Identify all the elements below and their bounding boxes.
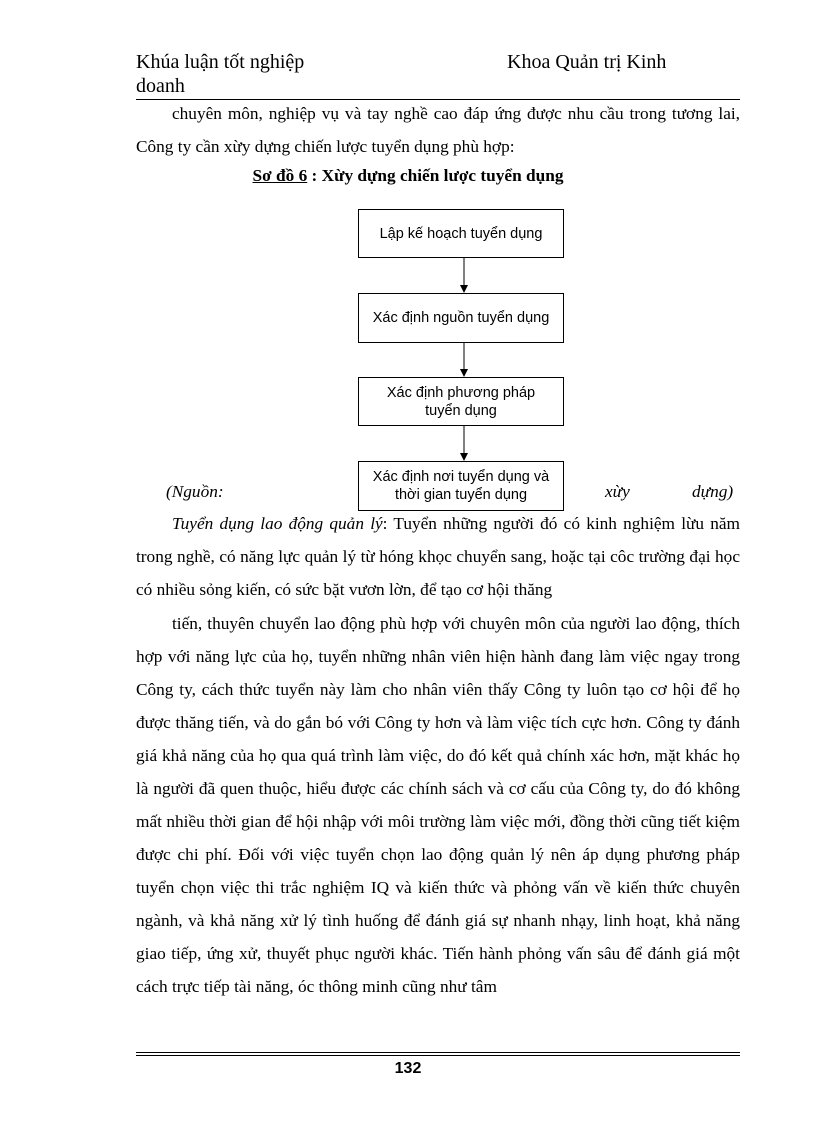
flow-step-source: Xác định nguồn tuyển dụng (358, 293, 564, 343)
footer-divider (136, 1055, 740, 1056)
body-paragraph-internal-promotion: tiến, thuyên chuyển lao động phù hợp với chuyên môn của người lao động, thích hợp với năng lực của họ, tuyển những nhân viên hiện hành đang làm việc ngay trong Công ty, cách thức tuyển này làm cho nhân viên thấy Công ty luôn tạo cơ hội để họ được thăng tiến, và do gắn bó với Công ty hơn và làm việc tích cực hơn. Công ty đánh giá khả năng của họ qua quá trình làm việc, do đó kết quả chính xác hơn, mặt khác họ là người đã quen thuộc, hiểu được các chính sách và cơ cấu của Công ty, do đó không mất nhiều thời gian để hội nhập với môi trường làm việc mới, đồng thời cũng tiết kiệm được chi phí. Đối với việc tuyển chọn lao động quản lý nên áp dụng phương pháp tuyển chọn việc thi trắc nghiệm IQ và kiến thức và phỏng vấn về kiến thức chuyên ngành, và khả năng xử lý tình huống để đánh giá sự nhanh nhạy, linh hoạt, khả năng giao tiếp, ứng xử, thuyết phục người khác. Tiến hành phỏng vấn sâu để đánh giá một cách trực tiếp tài năng, óc thông minh cũng như tâm (136, 614, 740, 996)
diagram-caption-label: Sơ đồ 6 (252, 166, 308, 185)
footer-divider (136, 1052, 740, 1053)
source-note-word: xừy (605, 482, 630, 501)
paragraph-lead-term: Tuyển dụng lao động quản lý (172, 514, 383, 533)
source-note-close: dựng) (692, 482, 734, 501)
diagram-caption-title: : Xừy dựng chiến lược tuyển dụng (307, 166, 564, 185)
body-paragraph-management-recruitment (136, 507, 740, 606)
flow-arrow (463, 258, 465, 293)
intro-paragraph: chuyên môn, nghiệp vụ và tay nghề cao đáp ứng được nhu cầu trong tương lai, Công ty cần xừy dựng chiến lược tuyển dụng phù hợp: (136, 104, 740, 156)
flow-step-place-time: Xác định nơi tuyển dụng và thời gian tuyển dụng (358, 461, 564, 511)
flow-step-plan: Lập kế hoạch tuyển dụng (358, 209, 564, 258)
diagram-caption (0, 166, 816, 186)
header-left-title: Khúa luận tốt nghiệp doanh (136, 51, 305, 97)
paragraph-text: : Tuyển những người đó có kinh nghiệm lừu năm trong nghề, có năng lực quản lý từ hóng khọc chuyển sang, hoặc tại côc trường đại học có nhiều sỏng kiến, có sức bặt vươn lờn, để tạo cơ hội thăng (136, 514, 740, 599)
page-number: 132 (394, 1060, 422, 1077)
flow-step-method: Xác định phương pháp tuyển dụng (358, 377, 564, 426)
source-note-open: (Nguồn: (166, 482, 224, 501)
header-right-title: Khoa Quản trị Kinh (507, 51, 667, 73)
flow-arrow (463, 426, 465, 461)
flow-arrow (463, 343, 465, 377)
